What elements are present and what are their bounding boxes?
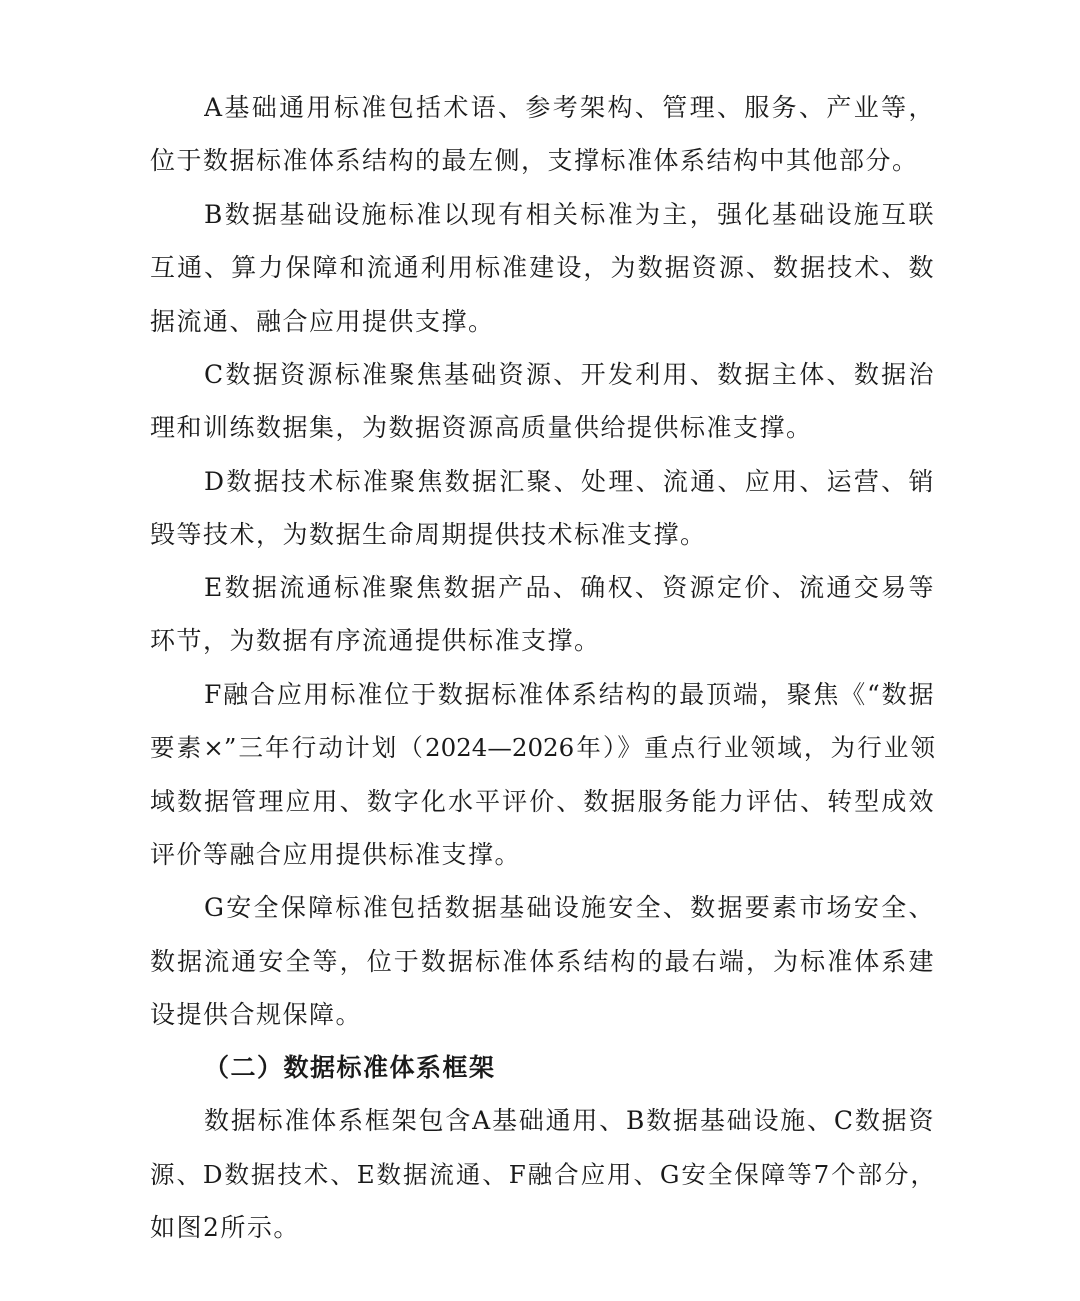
paragraph-c-line-2: 理和训练数据集，为数据资源高质量供给提供标准支撑。 bbox=[150, 413, 813, 442]
paragraph-d-line-1: D数据技术标准聚焦数据汇聚、处理、流通、应用、运营、销 bbox=[204, 467, 935, 496]
framework-line-3: 如图2所示。 bbox=[150, 1213, 300, 1242]
paragraph-g-line-2: 数据流通安全等，位于数据标准体系结构的最右端，为标准体系建 bbox=[150, 947, 935, 976]
paragraph-e-line-1: E数据流通标准聚焦数据产品、确权、资源定价、流通交易等 bbox=[204, 573, 935, 602]
paragraph-b-line-3: 据流通、融合应用提供支撑。 bbox=[150, 307, 495, 336]
paragraph-f-line-4: 评价等融合应用提供标准支撑。 bbox=[150, 840, 522, 869]
framework-line-1: 数据标准体系框架包含A基础通用、B数据基础设施、C数据资 bbox=[204, 1106, 935, 1135]
paragraph-a-line-1: A基础通用标准包括术语、参考架构、管理、服务、产业等， bbox=[204, 93, 935, 122]
paragraph-g-line-3: 设提供合规保障。 bbox=[150, 1000, 363, 1029]
paragraph-f-line-2: 要素×”三年行动计划（2024—2026年）》重点行业领域，为行业领 bbox=[150, 733, 935, 762]
paragraph-c-line-1: C数据资源标准聚焦基础资源、开发利用、数据主体、数据治 bbox=[204, 360, 935, 389]
paragraph-e-line-2: 环节，为数据有序流通提供标准支撑。 bbox=[150, 626, 601, 655]
framework-line-2: 源、D数据技术、E数据流通、F融合应用、G安全保障等7个部分， bbox=[150, 1160, 935, 1189]
section-heading: （二）数据标准体系框架 bbox=[204, 1053, 496, 1082]
paragraph-d-line-2: 毁等技术，为数据生命周期提供技术标准支撑。 bbox=[150, 520, 707, 549]
paragraph-f-line-3: 域数据管理应用、数字化水平评价、数据服务能力评估、转型成效 bbox=[150, 787, 935, 816]
paragraph-f-line-1: F融合应用标准位于数据标准体系结构的最顶端，聚焦《“数据 bbox=[204, 680, 935, 709]
paragraph-g-line-1: G安全保障标准包括数据基础设施安全、数据要素市场安全、 bbox=[204, 893, 935, 922]
paragraph-b-line-1: B数据基础设施标准以现有相关标准为主，强化基础设施互联 bbox=[204, 200, 935, 229]
paragraph-b-line-2: 互通、算力保障和流通利用标准建设，为数据资源、数据技术、数 bbox=[150, 253, 935, 282]
paragraph-a-line-2: 位于数据标准体系结构的最左侧，支撑标准体系结构中其他部分。 bbox=[150, 146, 919, 175]
